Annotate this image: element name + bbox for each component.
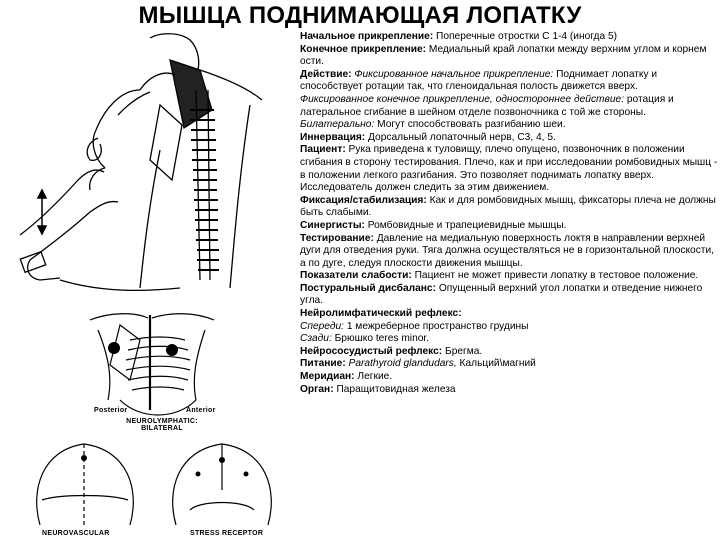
entry-text: Могут способствовать разгибанию шеи. bbox=[374, 119, 566, 131]
entry-label: Питание: bbox=[300, 358, 346, 370]
entry-text: Дорсальный лопаточный нерв, С3, 4, 5. bbox=[365, 131, 556, 143]
skeleton-figure bbox=[0, 300, 298, 420]
entry-11 bbox=[300, 283, 718, 308]
entry-text: Медиальный край лопатки между верхним углом и корнем ости. bbox=[300, 43, 707, 68]
entry-text: Опущенный верхний угол лопатки и отведение нижнего угла. bbox=[300, 282, 703, 307]
entry-18 bbox=[300, 384, 718, 397]
posterior-label: Posterior bbox=[94, 407, 128, 414]
entry-13 bbox=[300, 321, 718, 334]
neurovascular-label: NEUROVASCULAR bbox=[42, 530, 110, 537]
entry-text: ротация и латеральное сгибание в шейном отделе позвоночника с той же стороны. bbox=[300, 93, 674, 118]
neurolymphatic-line1: NEUROLYMPHATIC: bbox=[126, 418, 198, 425]
entry-text: Кальций\магний bbox=[456, 358, 536, 370]
entry-12 bbox=[300, 308, 718, 321]
entry-italic: Фиксированное начальное прикрепление: bbox=[351, 68, 554, 80]
entry-label: Постуральный дисбаланс: bbox=[300, 282, 436, 294]
entry-text: Брюшко teres minor. bbox=[331, 333, 430, 345]
entry-text: Брегма. bbox=[442, 345, 483, 357]
entry-italic: Спереди: bbox=[300, 320, 344, 332]
neurolymphatic-line2: BILATERAL bbox=[141, 425, 183, 432]
entry-italic: Фиксированное конечное прикрепление, одностороннее действие: bbox=[300, 93, 625, 105]
entry-text: 1 межреберное пространство грудины bbox=[343, 320, 529, 332]
entry-label: Нейролимфатический рефлекс: bbox=[300, 308, 462, 320]
entry-15 bbox=[300, 346, 718, 359]
entry-label: Действие: bbox=[300, 68, 352, 80]
description-column bbox=[300, 31, 718, 396]
entry-text: Как и для ромбовидных мышц, фиксаторы плеча не должны быть слабыми. bbox=[300, 194, 716, 219]
entry-9 bbox=[300, 233, 718, 271]
entry-italic: Parathyroid glandudars, bbox=[345, 358, 457, 370]
entry-label: Нейрососудистый рефлекс: bbox=[300, 345, 443, 357]
entry-16 bbox=[300, 358, 718, 371]
entry-label: Орган: bbox=[300, 383, 334, 395]
entry-text: Пациент не может привести лопатку в тестовое положение. bbox=[411, 270, 699, 282]
entry-label: Начальное прикрепление: bbox=[300, 31, 434, 42]
entry-text: Ромбовидные и трапециевидные мышцы. bbox=[364, 219, 567, 231]
entry-5 bbox=[300, 132, 718, 145]
skull-figures bbox=[0, 430, 298, 540]
entry-3 bbox=[300, 94, 718, 119]
entry-7 bbox=[300, 195, 718, 220]
entry-6 bbox=[300, 144, 718, 194]
entry-4 bbox=[300, 119, 718, 132]
entry-italic: Сзади: bbox=[300, 333, 332, 345]
entry-label: Тестирование: bbox=[300, 232, 374, 244]
anterior-label: Anterior bbox=[186, 407, 216, 414]
entry-italic: Билатерально: bbox=[300, 119, 375, 131]
entry-text: Паращитовидная железа bbox=[333, 383, 456, 395]
figure-panel bbox=[0, 30, 298, 540]
entry-text: Поднимает лопатку и способствует ротации так, что гленоидальная полость движется вверх. bbox=[300, 68, 658, 93]
entry-label: Фиксация/стабилизация: bbox=[300, 194, 427, 206]
entry-label: Меридиан: bbox=[300, 371, 355, 383]
entry-label: Конечное прикрепление: bbox=[300, 43, 427, 55]
entry-2 bbox=[300, 69, 718, 94]
stress-receptor-label: STRESS RECEPTOR bbox=[190, 530, 264, 537]
entry-text: Давление на медиальную поверхность локтя в направлении верхней дуги для отведения руки. Тяга должна осуществляться не в горизонтальной плоскости, а по дуге, следуя плоскости движения мышцы. bbox=[300, 232, 714, 269]
entry-text: Поперечные отростки С 1-4 (иногда 5) bbox=[433, 31, 618, 42]
entry-text: Легкие. bbox=[354, 371, 393, 383]
entry-label: Показатели слабости: bbox=[300, 270, 412, 282]
entry-0 bbox=[300, 31, 718, 44]
entry-label: Иннервация: bbox=[300, 131, 366, 143]
page-title: МЫШЦА ПОДНИМАЮЩАЯ ЛОПАТКУ bbox=[138, 2, 582, 29]
entry-1 bbox=[300, 44, 718, 69]
entry-14 bbox=[300, 333, 718, 346]
entry-17 bbox=[300, 371, 718, 384]
entry-text: Рука приведена к туловищу, плечо опущено, позвоночник в положении сгибания в сторону тестирования. Плечо, как и при исследовании ромбовидных мышц - в положении легкого разгибания. Это позволяет поднимать лопатку вверх. Исследователь должен следить за этим движением. bbox=[300, 144, 718, 194]
entry-8 bbox=[300, 220, 718, 233]
entry-10 bbox=[300, 270, 718, 283]
muscle-test-figure bbox=[0, 30, 298, 300]
entry-label: Пациент: bbox=[300, 144, 346, 156]
entry-label: Синергисты: bbox=[300, 219, 365, 231]
